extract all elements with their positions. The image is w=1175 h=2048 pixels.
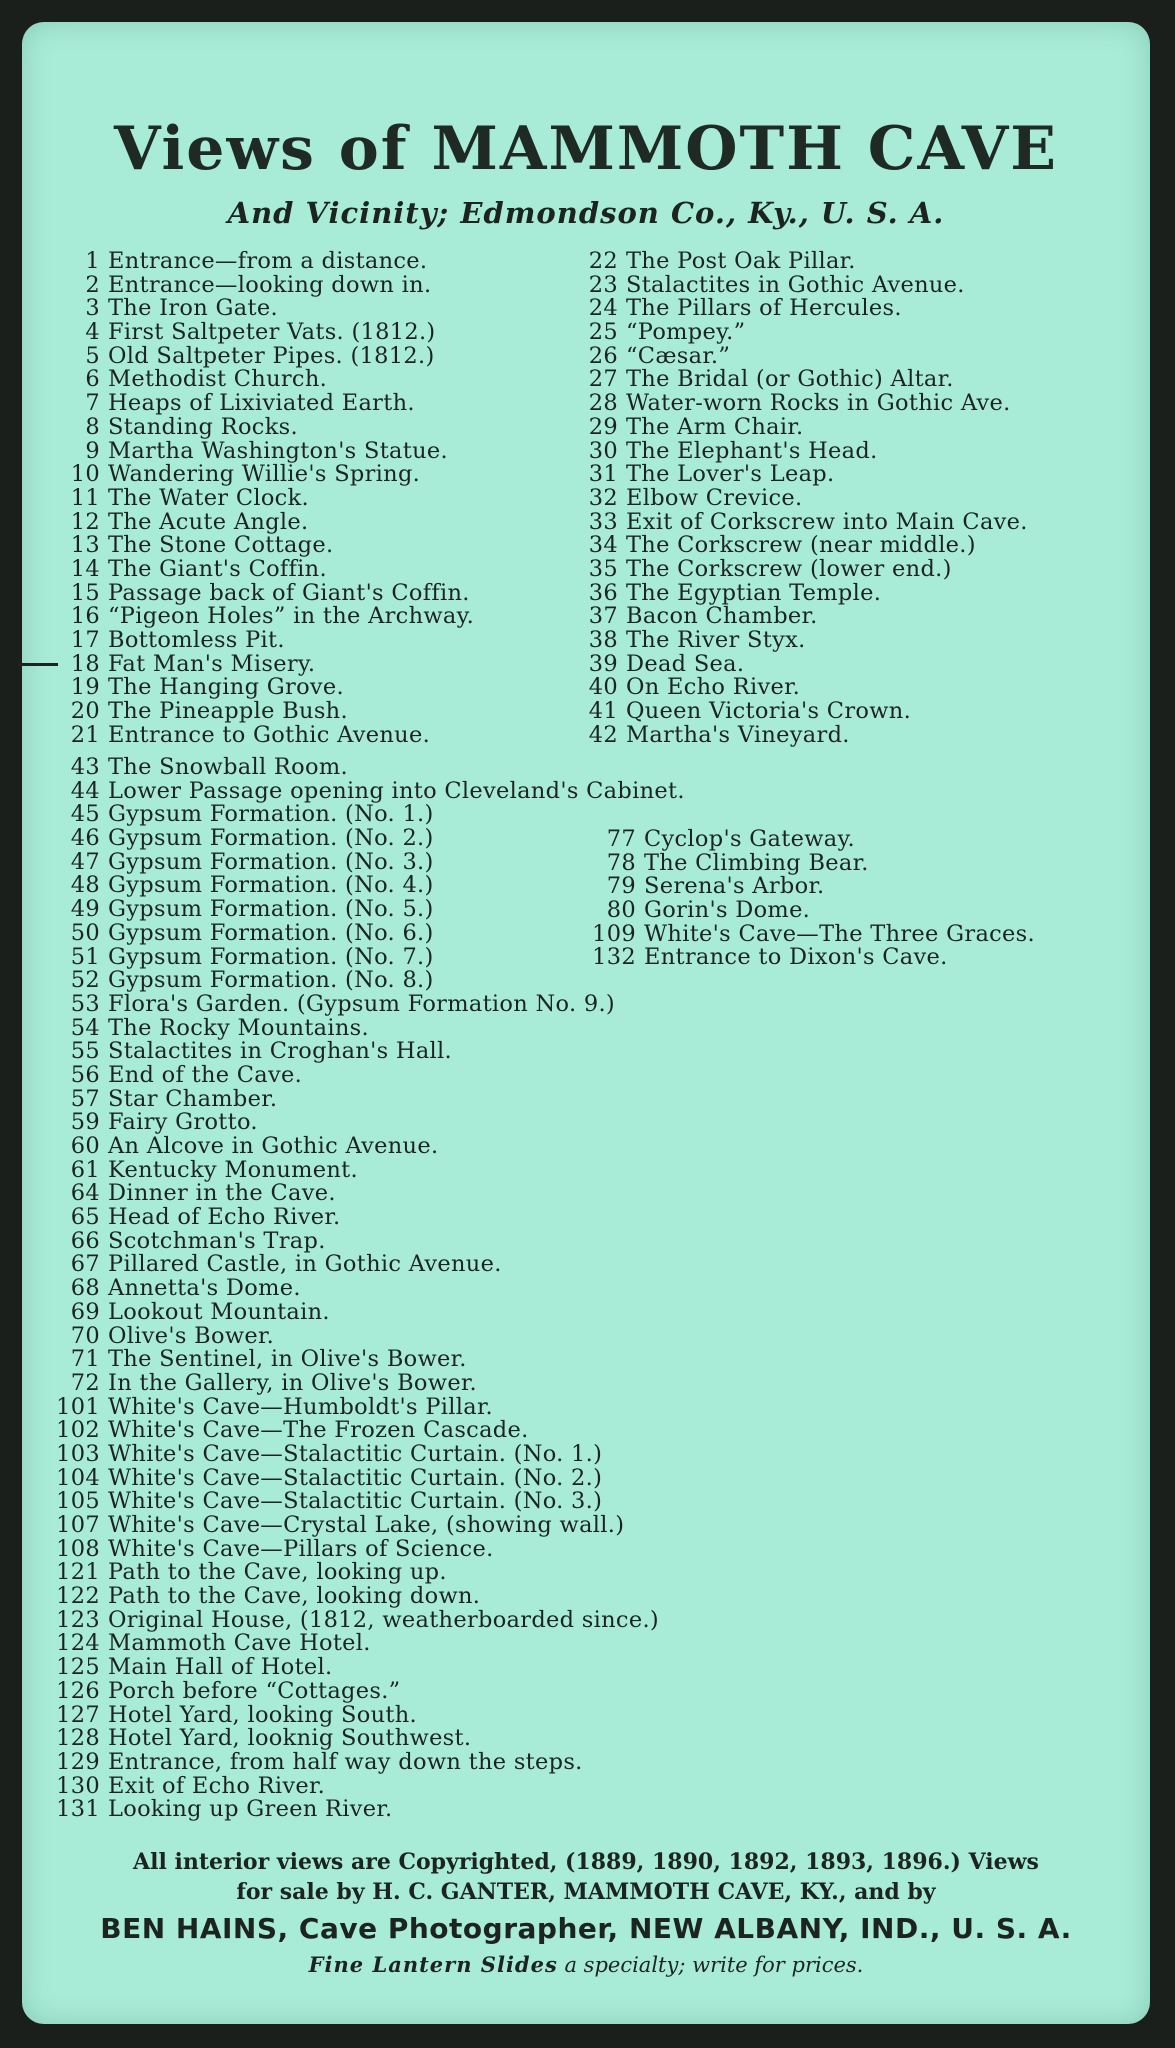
item-number: 70 (70, 1322, 100, 1349)
item-number: 33 (588, 508, 618, 535)
item-number: 25 (588, 319, 618, 346)
item-number: 54 (70, 1014, 100, 1041)
item-number: 125 (56, 1654, 100, 1681)
item-label: Stalactites in Croghan's Hall. (108, 1038, 452, 1065)
item-label: Exit of Corkscrew into Main Cave. (626, 508, 1028, 535)
list-item (0, 756, 685, 780)
item-label: Bottomless Pit. (108, 627, 285, 653)
footer-lantern-slides (22, 1952, 1150, 1977)
item-label: Gorin's Dome. (644, 897, 811, 924)
item-number: 26 (588, 342, 618, 369)
item-label: Fairy Grotto. (108, 1109, 258, 1136)
item-number: 34 (588, 532, 618, 559)
item-label: The Bridal (or Gothic) Altar. (626, 366, 954, 393)
item-label: The Post Oak Pillar. (626, 248, 856, 274)
list-item (568, 676, 1028, 700)
item-number: 21 (70, 721, 100, 748)
list-item (38, 676, 474, 700)
item-label: Elbow Crevice. (626, 484, 803, 511)
item-label: The Pillars of Hercules. (626, 295, 902, 322)
item-label: Hotel Yard, looknig Southwest. (108, 1725, 472, 1752)
item-label: Entrance to Gothic Avenue. (108, 721, 431, 748)
item-label: The Hanging Grove. (108, 674, 344, 701)
item-number: 20 (70, 698, 100, 725)
list-column-1 (38, 250, 474, 747)
item-number: 102 (56, 1417, 100, 1444)
item-number: 24 (588, 295, 618, 322)
item-number: 12 (70, 508, 100, 535)
item-number: 53 (70, 990, 100, 1017)
list-item (0, 1464, 685, 1491)
item-number: 59 (70, 1109, 100, 1136)
list-item (0, 1677, 685, 1704)
item-label: The Lover's Leap. (626, 461, 835, 488)
footer-lantern-rest: a specialty; write for prices. (557, 1953, 864, 1977)
list-item (38, 721, 474, 748)
list-item (38, 555, 474, 582)
list-item (38, 437, 474, 464)
list-item (38, 413, 474, 440)
item-number: 38 (588, 627, 618, 653)
item-number: 45 (70, 801, 100, 828)
list-item (0, 1369, 685, 1396)
list-item (0, 1798, 685, 1822)
item-label: Martha Washington's Statue. (108, 437, 448, 464)
item-label: White's Cave—The Three Graces. (644, 920, 1035, 947)
list-item (38, 392, 474, 416)
item-number: 61 (70, 1156, 100, 1183)
item-number: 1 (85, 248, 100, 274)
item-label: End of the Cave. (108, 1061, 303, 1088)
list-item (0, 1701, 685, 1728)
item-label: The Arm Chair. (626, 413, 804, 440)
item-number: 122 (56, 1583, 100, 1610)
list-item (568, 484, 1028, 511)
list-item (0, 1419, 685, 1443)
item-label: Pillared Castle, in Gothic Avenue. (108, 1251, 502, 1278)
item-label: The Water Clock. (108, 484, 309, 511)
list-item (38, 508, 474, 535)
list-item (568, 392, 1028, 416)
item-label: The Pineapple Bush. (108, 698, 348, 725)
item-number: 108 (56, 1535, 100, 1562)
item-label: Cyclop's Gateway. (644, 826, 855, 852)
list-item (0, 1606, 685, 1633)
list-item (38, 650, 474, 677)
item-label: “Pompey.” (626, 319, 746, 346)
list-item (0, 1014, 685, 1041)
item-number: 28 (588, 390, 618, 417)
item-label: Water-worn Rocks in Gothic Ave. (626, 390, 1011, 417)
item-label: Martha's Vineyard. (626, 721, 850, 748)
list-item (568, 721, 1028, 748)
item-label: The River Styx. (626, 627, 806, 653)
item-label: Entrance to Dixon's Cave. (644, 944, 948, 971)
item-label: The Sentinel, in Olive's Bower. (108, 1346, 467, 1373)
list-item (576, 946, 1035, 970)
list-item (38, 629, 474, 653)
item-label: Star Chamber. (108, 1085, 278, 1112)
item-number: 30 (588, 437, 618, 464)
item-label: The Iron Gate. (108, 295, 278, 322)
item-number: 72 (70, 1369, 100, 1396)
item-number: 8 (85, 413, 100, 440)
item-number: 27 (588, 366, 618, 393)
item-number: 17 (70, 627, 100, 653)
item-label: The Giant's Coffin. (108, 555, 327, 582)
list-item (38, 321, 474, 345)
list-item (0, 1322, 685, 1349)
item-label: The Climbing Bear. (644, 849, 869, 876)
item-number: 42 (588, 721, 618, 748)
item-label: Dinner in the Cave. (108, 1180, 336, 1207)
item-label: “Cæsar.” (626, 342, 731, 369)
list-column-2 (568, 250, 1028, 747)
item-number: 4 (85, 319, 100, 346)
item-label: Original House, (1812, weatherboarded since.) (108, 1606, 659, 1633)
item-label: Main Hall of Hotel. (108, 1654, 333, 1681)
item-label: Entrance, from half way down the steps. (108, 1748, 583, 1775)
item-number: 41 (588, 698, 618, 725)
item-label: Bacon Chamber. (626, 603, 818, 630)
item-label: Passage back of Giant's Coffin. (108, 579, 470, 606)
item-number: 77 (606, 826, 636, 852)
item-number: 103 (56, 1440, 100, 1467)
item-number: 14 (70, 555, 100, 582)
item-number: 36 (588, 579, 618, 606)
item-label: White's Cave—Stalactitic Curtain. (No. 2.) (108, 1464, 603, 1491)
item-label: Gypsum Formation. (No. 1.) (108, 801, 434, 828)
item-label: White's Cave—Stalactitic Curtain. (No. 3.) (108, 1488, 603, 1515)
item-number: 44 (70, 777, 100, 804)
list-item (0, 1748, 685, 1775)
item-number: 68 (70, 1275, 100, 1302)
item-number: 121 (56, 1559, 100, 1586)
item-label: Gypsum Formation. (No. 6.) (108, 919, 434, 946)
item-label: The Snowball Room. (108, 754, 348, 780)
item-number: 43 (70, 754, 100, 780)
list-item (576, 828, 1035, 852)
item-label: White's Cave—The Frozen Cascade. (108, 1417, 529, 1444)
item-label: The Corkscrew (lower end.) (626, 555, 952, 582)
list-item (0, 1298, 685, 1325)
list-item (0, 1111, 685, 1135)
page-title: Views of MAMMOTH CAVE (113, 114, 1059, 184)
item-label: Annetta's Dome. (108, 1275, 301, 1302)
list-item (38, 342, 474, 369)
list-item (568, 271, 1028, 298)
item-number: 7 (85, 390, 100, 417)
list-item (38, 484, 474, 511)
item-number: 9 (85, 437, 100, 464)
item-number: 39 (588, 650, 618, 677)
item-number: 47 (70, 848, 100, 875)
list-item (0, 969, 685, 993)
item-number: 32 (588, 484, 618, 511)
item-label: “Pigeon Holes” in the Archway. (108, 603, 475, 630)
list-item (568, 700, 1028, 724)
list-item (0, 1632, 685, 1656)
list-item (568, 650, 1028, 677)
item-number: 65 (70, 1204, 100, 1231)
item-number: 31 (588, 461, 618, 488)
list-item (576, 920, 1035, 947)
list-item (568, 463, 1028, 487)
item-label: Exit of Echo River. (108, 1772, 326, 1799)
list-item (576, 849, 1035, 876)
list-item (0, 1182, 685, 1206)
list-item (568, 508, 1028, 535)
list-item (568, 413, 1028, 440)
item-label: Stalactites in Gothic Avenue. (626, 271, 965, 298)
item-label: Old Saltpeter Pipes. (1812.) (108, 342, 435, 369)
item-label: The Rocky Mountains. (108, 1014, 369, 1041)
page-subtitle: And Vicinity; Edmondson Co., Ky., U. S. A. (227, 196, 945, 230)
item-number: 16 (70, 603, 100, 630)
item-label: Gypsum Formation. (No. 4.) (108, 872, 434, 899)
item-number: 13 (70, 532, 100, 559)
item-number: 128 (56, 1725, 100, 1752)
item-number: 52 (70, 967, 100, 994)
item-label: First Saltpeter Vats. (1812.) (108, 319, 436, 346)
item-number: 23 (588, 271, 618, 298)
item-label: Path to the Cave, looking up. (108, 1559, 447, 1586)
item-label: White's Cave—Pillars of Science. (108, 1535, 494, 1562)
item-number: 71 (70, 1346, 100, 1373)
item-number: 124 (56, 1630, 100, 1657)
item-number: 40 (588, 674, 618, 701)
list-item (38, 463, 474, 487)
list-item (38, 579, 474, 606)
item-number: 11 (70, 484, 100, 511)
list-item (0, 1348, 685, 1372)
list-item (38, 700, 474, 724)
item-number: 22 (588, 248, 618, 274)
item-number: 46 (70, 825, 100, 852)
item-number: 69 (70, 1298, 100, 1325)
footer-lantern-bold: Fine Lantern Slides (308, 1952, 558, 1977)
item-label: The Elephant's Head. (626, 437, 878, 464)
item-label: Scotchman's Trap. (108, 1227, 326, 1254)
item-label: Lower Passage opening into Cleveland's Cabinet. (108, 777, 685, 804)
item-label: Head of Echo River. (108, 1204, 341, 1231)
item-number: 105 (56, 1488, 100, 1515)
item-label: The Egyptian Temple. (626, 579, 882, 606)
item-label: Gypsum Formation. (No. 5.) (108, 896, 434, 923)
list-item (0, 1061, 685, 1088)
list-column-4 (576, 828, 1035, 970)
item-label: Entrance—looking down in. (108, 271, 432, 298)
list-item (0, 1656, 685, 1680)
item-label: White's Cave—Crystal Lake, (showing wall.) (108, 1512, 625, 1538)
item-label: Path to the Cave, looking down. (108, 1583, 481, 1610)
item-number: 67 (70, 1251, 100, 1278)
item-label: Lookout Mountain. (108, 1298, 330, 1325)
item-label: The Acute Angle. (108, 508, 309, 535)
item-label: An Alcove in Gothic Avenue. (108, 1133, 439, 1159)
list-item (0, 1535, 685, 1562)
item-number: 132 (592, 944, 636, 971)
item-number: 57 (70, 1085, 100, 1112)
item-number: 18 (70, 650, 100, 677)
item-number: 15 (70, 579, 100, 606)
item-number: 80 (606, 897, 636, 924)
item-number: 10 (70, 461, 100, 488)
item-label: Kentucky Monument. (108, 1156, 358, 1183)
list-item (568, 321, 1028, 345)
item-label: Mammoth Cave Hotel. (108, 1630, 371, 1657)
item-number: 37 (588, 603, 618, 630)
list-item (0, 1040, 685, 1064)
list-item (576, 899, 1035, 923)
card (22, 22, 1150, 2024)
item-label: White's Cave—Humboldt's Pillar. (108, 1393, 494, 1420)
item-label: Serena's Arbor. (644, 873, 825, 900)
list-item (38, 297, 474, 321)
list-item (568, 250, 1028, 274)
item-label: Porch before “Cottages.” (108, 1677, 401, 1704)
item-label: Entrance—from a distance. (108, 248, 428, 274)
list-item (0, 1206, 685, 1230)
item-number: 127 (56, 1701, 100, 1728)
item-number: 48 (70, 872, 100, 899)
item-number: 104 (56, 1464, 100, 1491)
list-item (38, 250, 474, 274)
list-item (568, 368, 1028, 392)
item-number: 51 (70, 943, 100, 970)
list-item (568, 605, 1028, 629)
list-item (0, 1085, 685, 1112)
list-item (0, 1490, 685, 1514)
item-label: Heaps of Lixiviated Earth. (108, 390, 415, 417)
item-label: Gypsum Formation. (No. 7.) (108, 943, 434, 970)
list-item (568, 297, 1028, 321)
item-label: In the Gallery, in Olive's Bower. (108, 1369, 477, 1396)
item-label: Gypsum Formation. (No. 8.) (108, 967, 434, 994)
list-item (0, 990, 685, 1017)
list-item (0, 1585, 685, 1609)
item-label: Looking up Green River. (108, 1796, 393, 1823)
list-item (0, 1440, 685, 1467)
item-number: 5 (85, 342, 100, 369)
item-number: 64 (70, 1180, 100, 1207)
item-label: Flora's Garden. (Gypsum Formation No. 9.) (108, 990, 616, 1017)
item-number: 101 (56, 1393, 100, 1420)
item-number: 109 (592, 920, 636, 947)
item-number: 19 (70, 674, 100, 701)
item-number: 107 (56, 1512, 100, 1538)
item-label: Dead Sea. (626, 650, 745, 677)
list-item (0, 1156, 685, 1183)
item-number: 78 (606, 849, 636, 876)
item-label: Standing Rocks. (108, 413, 298, 440)
list-item (38, 271, 474, 298)
item-label: Olive's Bower. (108, 1322, 275, 1349)
list-item (0, 1393, 685, 1420)
list-item (568, 437, 1028, 464)
footer-seller: for sale by H. C. GANTER, MAMMOTH CAVE, KY., and by (236, 1879, 936, 1905)
item-label: On Echo River. (626, 674, 801, 701)
item-number: 49 (70, 896, 100, 923)
item-number: 126 (56, 1677, 100, 1704)
list-item (38, 368, 474, 392)
list-item (568, 579, 1028, 606)
footer-copyright: All interior views are Copyrighted, (1889, 1890, 1892, 1893, 1896.) Views (133, 1849, 1039, 1875)
item-number: 35 (588, 555, 618, 582)
item-number: 2 (85, 271, 100, 298)
item-number: 129 (56, 1748, 100, 1775)
list-item (568, 342, 1028, 369)
item-number: 55 (70, 1038, 100, 1065)
list-item (0, 1253, 685, 1277)
list-item (0, 1727, 685, 1751)
footer-photographer: BEN HAINS, Cave Photographer, NEW ALBANY, IND., U. S. A. (100, 1912, 1072, 1945)
list-item (576, 875, 1035, 899)
list-item (0, 803, 685, 827)
item-label: The Stone Cottage. (108, 532, 334, 559)
item-number: 29 (588, 413, 618, 440)
list-item (568, 629, 1028, 653)
item-number: 6 (85, 366, 100, 393)
item-number: 56 (70, 1061, 100, 1088)
item-number: 79 (606, 873, 636, 900)
item-label: Gypsum Formation. (No. 3.) (108, 848, 434, 875)
item-number: 3 (85, 295, 100, 322)
list-item (0, 1227, 685, 1254)
item-label: Queen Victoria's Crown. (626, 698, 912, 725)
item-label: The Corkscrew (near middle.) (626, 532, 976, 559)
item-number: 50 (70, 919, 100, 946)
item-number: 123 (56, 1606, 100, 1633)
item-number: 131 (56, 1796, 100, 1823)
list-item (38, 534, 474, 558)
item-number: 60 (70, 1133, 100, 1159)
list-item (568, 555, 1028, 582)
item-label: Wandering Willie's Spring. (108, 461, 421, 488)
list-item (568, 534, 1028, 558)
list-item (38, 605, 474, 629)
item-number: 130 (56, 1772, 100, 1799)
list-item (0, 777, 685, 804)
list-item (0, 1277, 685, 1301)
item-label: Gypsum Formation. (No. 2.) (108, 825, 434, 852)
item-label: Fat Man's Misery. (108, 650, 316, 677)
item-label: Hotel Yard, looking South. (108, 1701, 417, 1728)
item-label: White's Cave—Stalactitic Curtain. (No. 1.) (108, 1440, 603, 1467)
item-number: 66 (70, 1227, 100, 1254)
list-item (0, 1772, 685, 1799)
list-item (0, 1135, 685, 1159)
list-item (0, 1561, 685, 1585)
list-item (0, 1514, 685, 1538)
item-label: Methodist Church. (108, 366, 328, 393)
